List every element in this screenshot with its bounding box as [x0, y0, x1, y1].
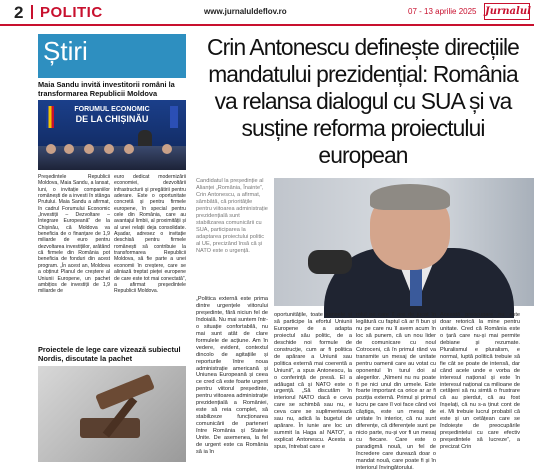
article-intro: Candidatul la președinție al Alianței „România, Înainte”, Crin Antonescu, a afirmat, sâmbătă, că prioritățile pentru viitoarea administrație prezidențială sunt stabilizarea comunicării cu SUA, participarea la adaptarea proiectului politic al UE, precizând însă că și NATO este o urgență.	[196, 178, 268, 255]
article-headline[interactable]: Crin Antonescu definește direcțiile mandatului prezidențial: România va relansa dialogul cu SUA și va susține reforma proiectului european	[207, 34, 519, 168]
sidebar-story1-headline[interactable]: Maia Sandu invită investitorii români la transformarea Republicii Moldova	[38, 80, 175, 98]
tie	[410, 264, 422, 306]
audience-head	[124, 144, 134, 154]
moldova-flag-icon	[46, 106, 54, 128]
forum-photo	[38, 100, 186, 170]
gavel-photo	[38, 366, 186, 462]
article-col2: oportunitățile, toate șansele și să participe la efortul Uniunii Europene de a adapta proiectul său politic, de a deschide noi formule de construcție, cum ar fi politica de apărare a Uniunii sau politica externă mai coerentă a Uniunii”, a spus Antonescu, la o conferință de presă. El a adăugat că și NATO este o urgență. „Să discutăm în interiorul NATO dacă e ceva care se schimbă sau nu, e ceva care se suplimentează sau nu, adică la bugetul de apărare. În iunie are loc un summit la Haga al NATO”, a explicat Antonescu. Acesta a spus, întrebat care e	[274, 312, 352, 451]
eu-flag-icon	[170, 106, 178, 128]
hair	[370, 184, 450, 210]
news-section-banner	[38, 34, 186, 78]
audience-head	[162, 144, 172, 154]
antonescu-photo	[274, 178, 534, 306]
page-number: 2	[14, 3, 24, 22]
article-col3: rolul pe care îl are de jucat în legătură cu faptul că ar fi bun și nu pe care nu îl avem acum în loc să punem, că un nou lider de comunicare cu noul Cotroceni, că în primul rând va transmite un mesaj de unitate pentru oamenii care au votat cu oponentul în turul doi al alegerilor. „Nimeni nu nu poate fi pe nici unul din urmele. Este foarte important ca orice ar ar fi poziția externă. Primul și primul lucru pe care îl voi face când voi câștiga, este un mesaj de unitate în interior, că nu sunt diferențe, că diferențele sunt pe nicio parte, nu-și vor fi un mesaj cu fiecare. Care este o paradigmă nouă, un fel de încredere care durează doar o mandat nouă, care poate fi și în interiorul învingătorului.	[356, 312, 436, 471]
forum-photo-caption-2: DE LA CHIȘINĂU	[75, 114, 149, 124]
sidebar-story1-col2: euro dedicat modernizării economiei, dezvoltării infrastructurii și pregătirii pentru aderare. Este o oportunitate concretă și pentru firmele europene, în special pentru cele din România, care au avantajul limbii, al proximității și al unei relații deja consolidate. Așadar, adresez o invitație deschisă pentru firmele românești să contribuie la transformarea Republicii Moldova, să fie parte a unei economii în creștere, care se aliniază treptat pieței europene de care este tot mai conectată”, a afirmat președintele Republicii Moldova.	[114, 174, 186, 295]
article-col4: Această preocupare nu este doar retorică la mine pentru unitate. Cred că România este o țară care nu-și mai permite debiane și rezumate. Pluralismul e pluralism, e normal, luptă politică trebuie să fie cât se poate de intensă, dar când acele unde e vorba de interesul național și este în interesul național ca milioane de cetățeni să nu simtă o frustrare că au pierdut, că au fost înșelați, că nu s-a ținut cont de ei. Mi trebuie lucrul probabil că este și un cetățean care se îndoiește de preocupările președintelui cu care efectiv președintele să lucreze”, a precizat Crin	[440, 312, 520, 451]
audience-head	[64, 144, 74, 154]
article-col1: „Politica externă este prima dintre urgențele viitorului președinte, fără niciun fel de îndoială. Nu mai suntem într-o situație confortabilă, nu mai sunt atât de clare formulele de acțiune. Am în vedere, evident, contextul dincolo de agitațiile și reporturile între noua administrație americană și Uniunea Europeană și ceea ce cred că este foarte urgent pentru viitorul președinte, pentru viitoarea administrație prezidențială a României, este să reia complet, să stabilizeze funcționarea comunicării de parteneri între România și Statele Unite. De asemenea, la fel de urgent este ca România să ia în	[196, 296, 268, 455]
masthead-divider	[31, 5, 33, 19]
news-section-title: Știri	[43, 36, 88, 66]
microphone-icon	[308, 250, 352, 274]
issue-date: 07 - 13 aprilie 2025	[408, 7, 477, 16]
audience-head	[46, 144, 56, 154]
audience-head	[104, 144, 114, 154]
sidebar-story1-col1: Președintele Republicii Moldova, Maia Sandu, a lansat, luni, o invitație companiilor românești de a investi în stânga Prutului. Maia Sandu a afirmat, în cadrul Forumului Economic „Investiții – Dezvoltare – Integrare Europeană” de la Chișinău, că Moldova va beneficia de o finanțare de 1,9 miliarde de euro pentru dezvoltarea investițiilor, arătând că firmele din România pot beneficia de fonduri din acest program. „În acest an, Moldova a obținut Planul de creștere al Uniunii Europene, un pachet ambițios de investiții de 1,9 miliarde de	[38, 174, 110, 295]
website-url[interactable]: www.jurnaluldeflov.ro	[204, 7, 287, 16]
newspaper-logo: Jurnalul	[484, 3, 530, 20]
audience-head	[84, 144, 94, 154]
forum-photo-caption-1: FORUMUL ECONOMIC	[74, 106, 150, 113]
sidebar-story2-headline[interactable]: Proiectele de lege care vizează subiectul Nordis, discutate la pachet	[38, 345, 181, 363]
section-label: POLITIC	[40, 4, 103, 21]
masthead	[0, 0, 534, 26]
